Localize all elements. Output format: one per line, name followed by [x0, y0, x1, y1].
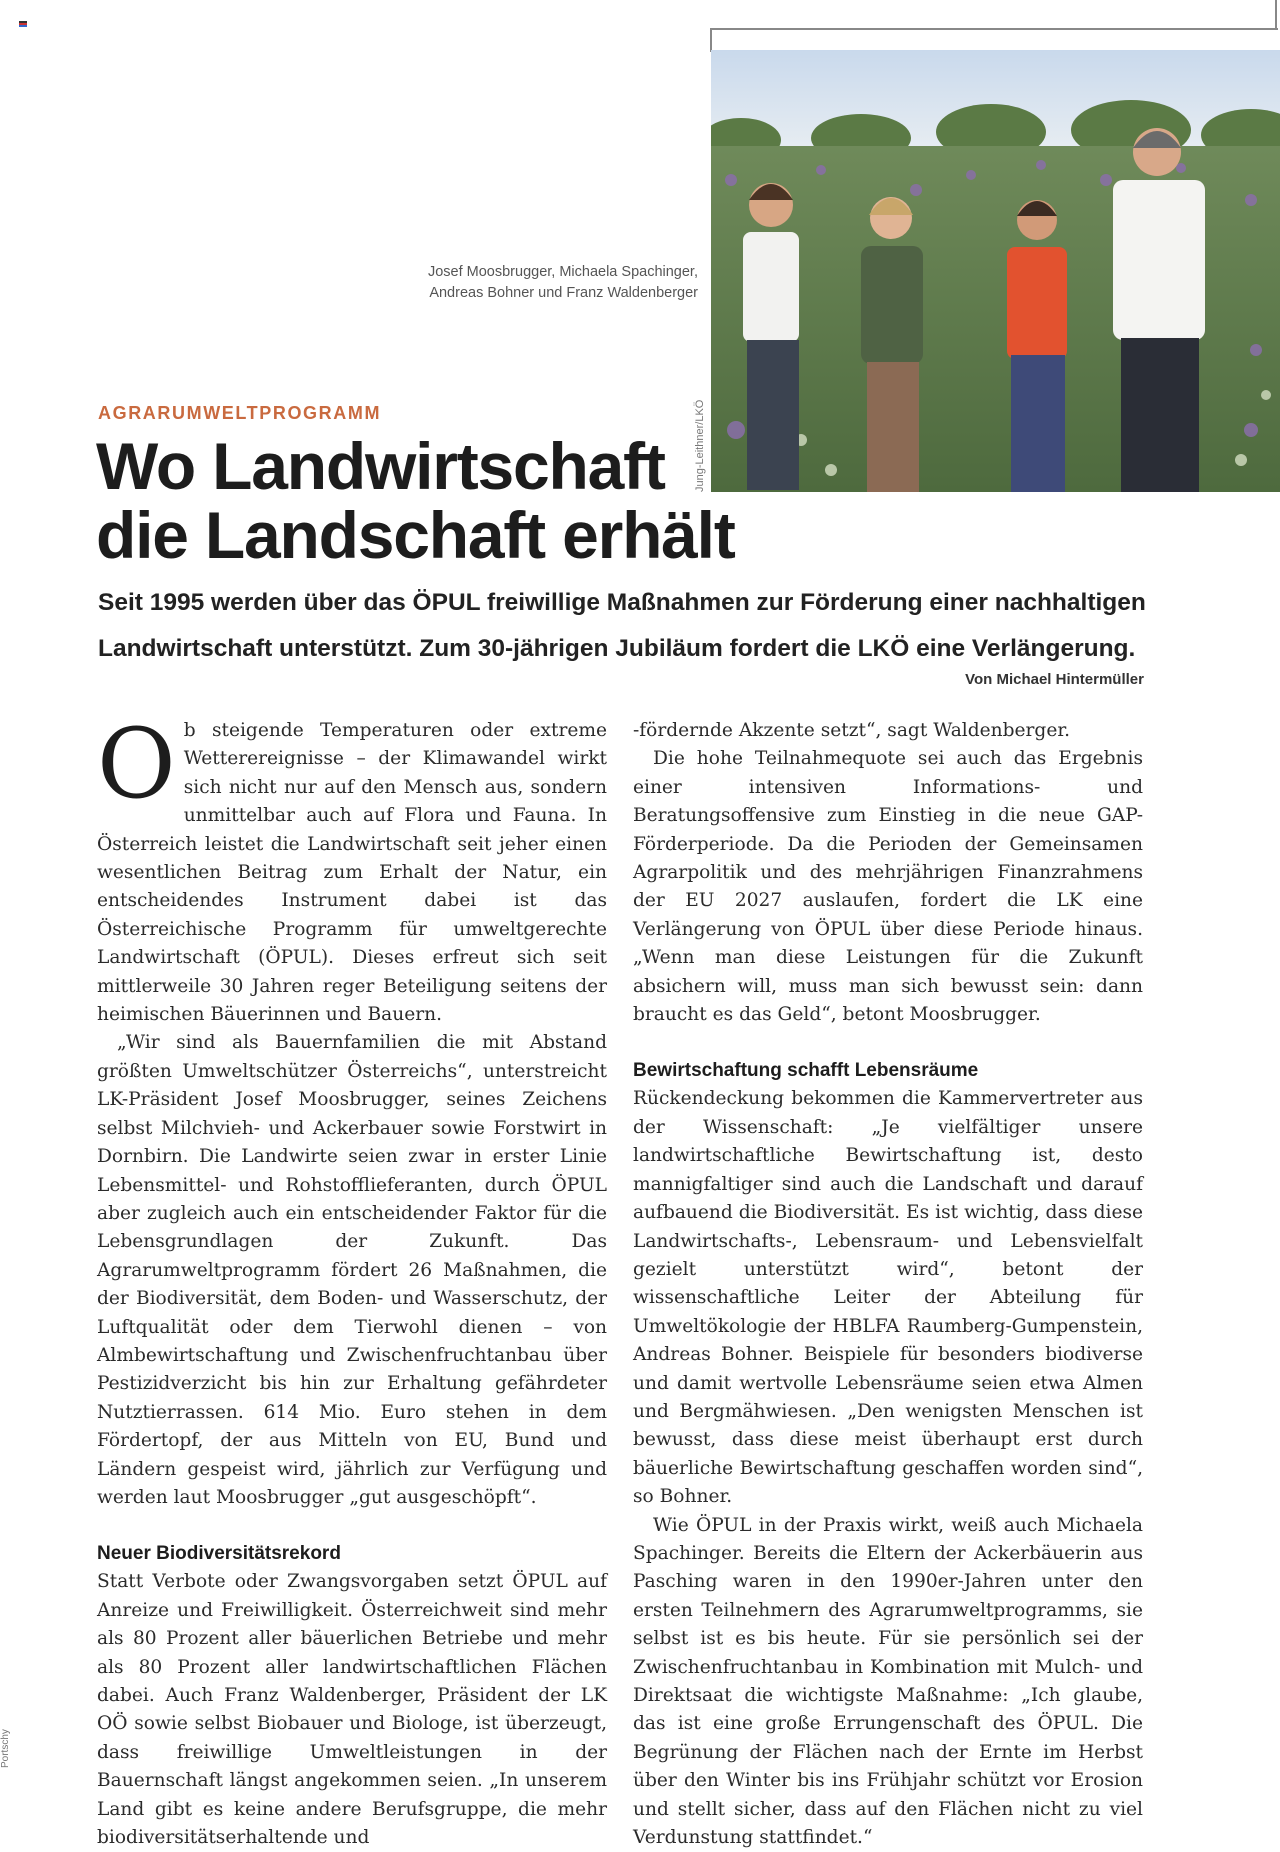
frame-line-left [710, 28, 712, 52]
spacer [97, 1512, 607, 1540]
side-credit: Portschy [0, 1729, 11, 1768]
frame-line-right [1275, 0, 1277, 30]
paragraph-6: Rückendeckung bekommen die Kammervertreter aus der Wissenschaft: „Je vielfältiger unsere landwirtschaftliche Bewirtschaftung ist, desto mannigfaltiger sind auch die Landschaft und darauf aufbauend die Biodiversität. Es ist wichtig, dass diese Landwirtschafts-, Lebensraum- und Lebensvielfalt gezielt unterstützt wird“, betont der wissenschaftliche Leiter der Abteilung für Umweltökologie der HBLFA Raumberg-Gumpenstein, Andreas Bohner. Beispiele für besonders biodiverse und damit wertvolle Lebensräume seien etwa Almen und Bergmähwiesen. „Den wenigsten Menschen ist bewusst, dass diese meist überhaupt erst durch bäuerliche Bewirtschaftung geschaffen worden sind“, so Bohner. [633, 1088, 1143, 1508]
headline [96, 429, 816, 572]
group-photo [711, 50, 1280, 492]
headline-line-1: Wo Landwirtschaft [96, 429, 665, 503]
paragraph-5: Die hohe Teilnahmequote sei auch das Ergebnis einer intensiven Informations- und Beratungsoffensive zum Einstieg in die neue GAP-Förderperiode. Da die Perioden der Gemeinsamen Agrarpolitik und des mehrjährigen Finanzrahmens der EU 2027 auslaufen, fordert die LK eine Verlängerung von ÖPUL über diese Periode hinaus. „Wenn man diese Leistungen für die Zukunft absichern will, muss man sich bewusst sein: dann braucht es das Geld“, betont Moosbrugger. [633, 748, 1143, 1026]
caption-line-1: Josef Moosbrugger, Michaela Spachinger, [427, 264, 698, 280]
kicker: AGRARUMWELTPROGRAMM [98, 403, 382, 423]
paragraph-4: -fördernde Akzente setzt“, sagt Waldenberger. [633, 720, 1071, 741]
paragraph-2: „Wir sind als Bauernfamilien die mit Abstand größten Umweltschützer Österreichs“, unterstreicht LK-Präsident Josef Moosbrugger, seines Zeichens selbst Milchvieh- und Ackerbauer sowie Forstwirt in Dornbirn. Die Landwirte seien zwar in erster Linie Lebensmittel- und Rohstofflieferanten, durch ÖPUL aber zugleich auch ein entscheidender Faktor für die Lebensgrundlagen der Zukunft. Das Agrarumweltprogramm fördert 26 Maßnahmen, die der Biodiversität, dem Boden- und Wasserschutz, der Luftqualität oder dem Tierwohl dienen – von Almbewirtschaftung und Zwischenfruchtanbau über Pestizidverzicht bis hin zur Erhaltung gefährdeter Nutztierrassen. 614 Mio. Euro stehen in dem Fördertopf, der aus Mitteln von EU, Bund und Ländern gespeist wird, jährlich zur Verfügung und werden laut Moosbrugger „gut ausgeschöpft“. [97, 1032, 607, 1508]
paragraph-3: Statt Verbote oder Zwangsvorgaben setzt ÖPUL auf Anreize und Freiwilligkeit. Österreichweit sind mehr als 80 Prozent aller bäuerlichen Betriebe und mehr als 80 Prozent aller landwirtschaftlichen Flächen dabei. Auch Franz Waldenberger, Präsident der LK OÖ sowie selbst Biobauer und Biologe, ist überzeugt, dass freiwillige Umweltleistungen in der Bauernschaft längst angekommen seien. „In unserem Land gibt es keine andere Berufsgruppe, die mehr biodiversitätserhaltende und [97, 1571, 607, 1849]
caption-line-2: Andreas Bohner und Franz Waldenberger [429, 285, 698, 301]
column-left [97, 708, 607, 1852]
paragraph-7: Wie ÖPUL in der Praxis wirkt, weiß auch Michaela Spachinger. Bereits die Eltern der Ackerbäuerin aus Pasching waren in den 1990er-Jahren unter den ersten Teilnehmern des Agrarumweltprogramms, sie selbst ist es bis heute. Für sie persönlich sei der Zwischenfruchtanbau in Kombination mit Mulch- und Direktsaat die wichtigste Maßnahme: „Ich glaube, das ist eine große Errungenschaft des ÖPUL. Die Begrünung der Flächen nach der Ernte im Herbst über den Winter bis ins Frühjahr schützt vor Erosion und stellt sicher, dass auf den Flächen nicht zu viel Verdunstung stattfindet.“ [633, 1514, 1143, 1849]
subheading-biodiversity: Neuer Biodiversitätsrekord [97, 1543, 341, 1565]
paragraph-1 [97, 708, 607, 1029]
paragraph-1-text: b steigende Temperaturen oder extreme Wetterereignisse – der Klimawandel wirkt sich nicht nur auf den Mensch aus, sondern unmittelbar auch auf Flora und Fauna. In Österreich leistet die Landwirtschaft seit jeher einen wesentlichen Beitrag zum Erhalt der Natur, ein entscheidendes Instrument dabei ist das Österreichische Programm für umweltgerechte Landwirtschaft (ÖPUL). Dieses erfreut sich seit mittlerweile 30 Jahren reger Beteiligung seitens der heimischen Bäuerinnen und Bauern. [97, 720, 607, 1026]
photo-caption [360, 262, 698, 304]
frame-line-top [710, 28, 1278, 30]
subheading-habitats: Bewirtschaftung schafft Lebensräume [633, 1060, 979, 1082]
photo-credit: Jung-Leithner/LKÖ [694, 399, 706, 492]
lead-paragraph: Seit 1995 werden über das ÖPUL freiwillige Maßnahmen zur Förderung einer nachhaltigen Landwirtschaft unterstützt. Zum 30-jährigen Jubiläum fordert die LKÖ eine Verlängerung. [98, 589, 1146, 662]
corner-mark [19, 21, 27, 27]
column-right [633, 717, 1143, 1852]
photo-illustration [711, 50, 1280, 492]
headline-line-2: die Landschaft erhält [96, 498, 735, 572]
byline: Von Michael Hintermüller [965, 671, 1144, 688]
spacer [633, 1029, 1143, 1057]
dropcap: O [97, 708, 176, 820]
